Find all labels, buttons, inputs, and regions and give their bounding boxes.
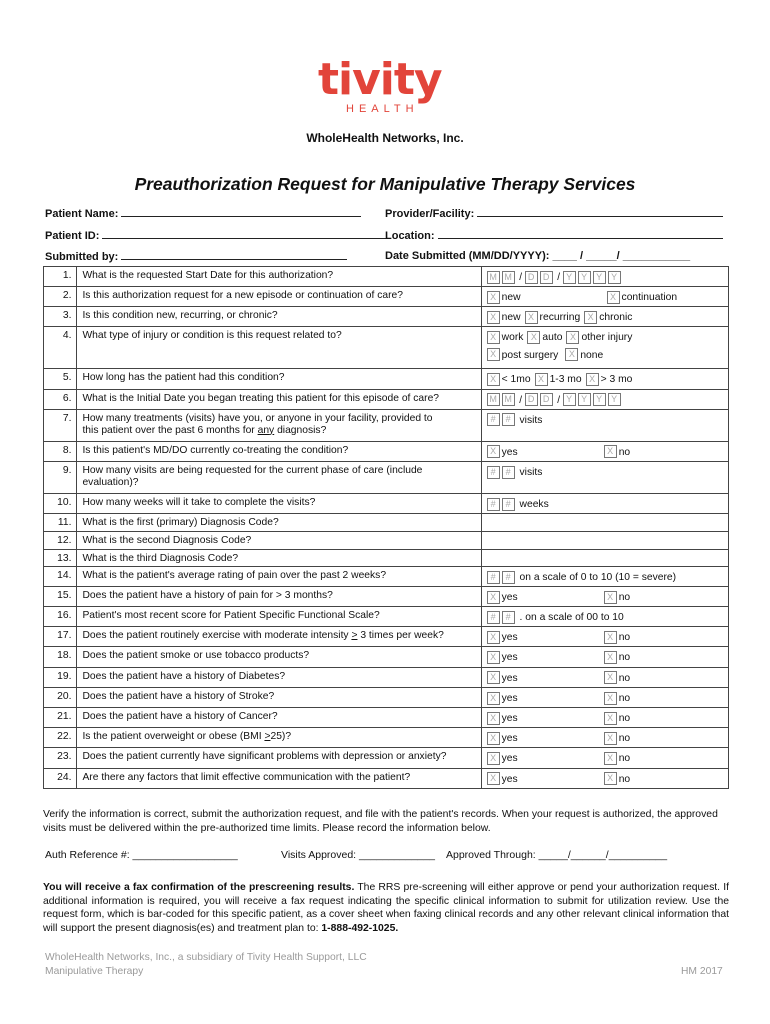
option-label: yes [501,591,518,603]
psfs-box-1[interactable]: # [487,611,500,624]
checkbox-16-1[interactable]: X [487,631,500,644]
date-q6-year-2[interactable]: Y [578,393,591,406]
number-box-7-2[interactable]: # [502,413,515,426]
symbol: > [264,731,271,743]
question-row [44,549,729,566]
question-cell [77,607,481,627]
question-number: 7. [44,409,77,441]
option-4-1 [487,371,531,388]
option-label: no [618,712,631,724]
pain-box-1[interactable]: # [487,571,500,584]
question-text: Is this authorization request for a new episode or continuation of care? [82,290,403,301]
question-number: 17. [44,627,77,647]
footer-form-name: Manipulative Therapy [45,966,144,977]
approved-through-field[interactable]: Approved Through: _____/______/__________ [446,849,668,861]
question-cell [77,409,481,441]
question-number: 12. [44,531,77,549]
checkbox-4-3[interactable]: X [586,373,599,386]
question-number: 23. [44,748,77,768]
psfs-box-2[interactable]: # [502,611,515,624]
question-number: 22. [44,728,77,748]
question-cell [77,687,481,707]
question-text: How long has the patient had this condition? [82,372,285,384]
date-q6-month-2[interactable]: M [502,393,515,406]
question-cell [77,369,481,389]
question-cell [77,728,481,748]
question-number: 19. [44,667,77,687]
question-text: Does the patient currently have significant problems with depression or anxiety? [82,751,447,763]
question-cell [77,748,481,768]
question-cell [77,307,481,327]
answer-cell[interactable] [481,369,728,389]
checkbox-21-1[interactable]: X [487,732,500,745]
checkbox-19-1[interactable]: X [487,692,500,705]
question-number: 9. [44,461,77,493]
question-row [44,513,729,531]
question-cell [77,389,481,409]
checkbox-19-2[interactable]: X [604,692,617,705]
date-q1-year-1[interactable]: Y [563,271,576,284]
question-row [44,307,729,327]
option-label: no [618,446,631,458]
date-separator: / [557,394,561,406]
question-text: What is the first (primary) Diagnosis Code? [82,516,279,528]
option-label: new [501,292,521,303]
question-cell [77,493,481,513]
date-q1-day-2[interactable]: D [540,271,553,284]
option-label: no [618,632,631,644]
option-label: other injury [581,332,633,344]
questionnaire-table [43,266,729,789]
answer-cell[interactable] [481,389,728,409]
answer-cell[interactable] [481,768,728,788]
question-text: What type of injury or condition is this request related to? [82,330,342,342]
option-label: yes [501,672,518,684]
option-2-1 [487,309,521,326]
question-row [44,627,729,647]
checkbox-1-2[interactable]: X [607,291,620,304]
question-number: 5. [44,369,77,389]
question-row [44,728,729,748]
question-row [44,287,729,307]
question-number: 2. [44,287,77,307]
question-row [44,369,729,389]
question-row [44,647,729,667]
option-3-5 [565,347,603,364]
checkbox-17-1[interactable]: X [487,651,500,664]
question-cell [77,327,481,369]
option-label: auto [542,332,563,344]
checkbox-20-1[interactable]: X [487,712,500,725]
question-text-line2: this patient over the past 6 months for [82,424,258,436]
option-18-1 [487,670,518,687]
option-label: no [618,591,631,603]
date-submitted-field[interactable]: Date Submitted (MM/DD/YYYY): ____ / _____/ ___________ [385,250,691,262]
option-20-2 [604,710,630,727]
question-text: Patient's most recent score for Patient Specific Functional Scale? [82,610,380,622]
date-q1-year-4[interactable]: Y [608,271,621,284]
option-21-2 [604,730,630,747]
option-4-3 [586,371,633,388]
checkbox-18-2[interactable]: X [604,671,617,684]
question-number: 14. [44,566,77,586]
option-label: post surgery [501,349,559,361]
answer-cell[interactable] [481,607,728,627]
checkbox-3-1[interactable]: X [487,331,500,344]
logo-wordmark: tivity [318,54,442,105]
option-18-2 [604,670,630,687]
answer-cell[interactable] [481,647,728,667]
answer-cell[interactable] [481,327,728,369]
option-label: < 1mo [501,374,531,386]
question-cell [77,267,481,287]
question-number: 10. [44,493,77,513]
question-cell [77,627,481,647]
option-21-1 [487,730,518,747]
option-label: yes [501,692,518,704]
checkbox-22-2[interactable]: X [604,752,617,765]
question-row [44,748,729,768]
option-19-1 [487,690,518,707]
question-row [44,441,729,461]
question-number: 13. [44,549,77,566]
date-q6-year-4[interactable]: Y [608,393,621,406]
option-23-2 [604,771,630,788]
question-cell [77,513,481,531]
question-number: 21. [44,707,77,727]
question-text: What is the Initial Date you began treating this patient for this episode of care? [82,392,440,404]
option-23-1 [487,771,518,788]
question-text: Does the patient smoke or use tobacco products? [82,650,310,662]
location-field[interactable] [385,229,723,242]
answer-cell[interactable] [481,566,728,586]
question-text: How many treatments (visits) have you, or anyone in your facility, provided to [82,412,433,424]
question-text: Is this patient's MD/DO currently co-treating the condition? [82,444,349,456]
option-20-1 [487,710,518,727]
checkbox-20-2[interactable]: X [604,712,617,725]
question-text: How many visits are being requested for the current phase of care (include [82,464,423,476]
option-1-2 [607,289,678,306]
question-text: Does the patient have a history of Cancer? [82,710,278,722]
question-row [44,566,729,586]
pain-box-2[interactable]: # [502,571,515,584]
question-cell [77,287,481,307]
question-row [44,667,729,687]
question-text: What is the requested Start Date for this authorization? [82,270,334,281]
patient-name-label: Patient Name: [45,208,119,220]
option-label: work [501,332,524,344]
option-17-2 [604,649,630,666]
patient-id-label: Patient ID: [45,230,100,242]
checkbox-2-1[interactable]: X [487,311,500,324]
date-q1-year-3[interactable]: Y [593,271,606,284]
option-label: no [618,672,631,684]
date-q1-day-1[interactable]: D [525,271,538,284]
provider-field[interactable] [385,207,723,220]
footer-company: WholeHealth Networks, Inc., a subsidiary of Tivity Health Support, LLC [45,952,367,963]
number-box-10-2[interactable]: # [502,498,515,511]
answer-cell[interactable] [481,627,728,647]
option-label: no [618,733,631,745]
question-number: 4. [44,327,77,369]
date-q1-month-2[interactable]: M [502,271,515,284]
question-text: What is the third Diagnosis Code? [82,552,239,564]
answer-cell[interactable] [481,493,728,513]
unit-label: visits [519,414,543,426]
option-3-1 [487,329,524,346]
question-text-line2: evaluation)? [82,476,139,488]
question-row [44,586,729,606]
date-q1-month-1[interactable]: M [487,271,500,284]
question-row [44,327,729,369]
option-label: > 3 mo [600,374,633,386]
question-number: 8. [44,441,77,461]
question-text: Is this condition new, recurring, or chronic? [82,310,278,322]
answer-cell[interactable] [481,267,728,287]
checkbox-1-1[interactable]: X [487,291,500,304]
answer-cell[interactable] [481,513,728,531]
question-number: 24. [44,768,77,788]
option-3-4 [487,347,559,364]
checkbox-14-2[interactable]: X [604,591,617,604]
organization-name: WholeHealth Networks, Inc. [306,131,464,145]
option-14-2 [604,589,630,606]
option-label: 1-3 mo [549,374,582,386]
visits-approved-field[interactable]: Visits Approved: _____________ [281,849,435,861]
answer-cell[interactable] [481,409,728,441]
checkbox-3-5[interactable]: X [565,348,578,361]
answer-cell[interactable] [481,441,728,461]
question-text: Is the patient overweight or obese (BMI [82,731,265,743]
option-3-3 [566,329,632,346]
option-16-1 [487,629,518,646]
answer-cell[interactable] [481,307,728,327]
unit-label: visits [519,466,543,478]
option-label: no [618,753,631,765]
option-label: yes [501,652,518,664]
answer-cell[interactable] [481,667,728,687]
option-label: recurring [539,312,581,324]
question-text-line2-end: diagnosis? [274,424,327,436]
option-label: chronic [599,312,633,324]
option-1-1 [487,289,521,306]
question-text: How many weeks will it take to complete the visits? [82,496,316,508]
question-text: What is the patient's average rating of pain over the past 2 weeks? [82,569,387,581]
question-text: What is the second Diagnosis Code? [82,534,252,546]
option-label: yes [501,753,518,765]
number-box-9-1[interactable]: # [487,466,500,479]
checkbox-3-2[interactable]: X [527,331,540,344]
checkbox-16-2[interactable]: X [604,631,617,644]
question-text-end: 3 times per week? [357,630,444,642]
checkbox-7-1[interactable]: X [487,445,500,458]
footer-form-code: HM 2017 [681,966,723,977]
provider-label: Provider/Facility: [385,208,475,220]
submitted-by-field[interactable] [45,250,347,263]
answer-cell[interactable] [481,531,728,549]
auth-reference-field[interactable]: Auth Reference #: __________________ [45,849,238,861]
fax-bold-text: You will receive a fax confirmation of the prescreening results. [43,882,355,893]
number-box-7-1[interactable]: # [487,413,500,426]
fax-number: 1-888-492-1025. [321,922,399,934]
question-cell [77,707,481,727]
question-row [44,707,729,727]
question-row [44,461,729,493]
question-row [44,267,729,287]
option-label: continuation [621,292,678,303]
question-text: Does the patient have a history of pain for > 3 months? [82,589,333,601]
checkbox-3-3[interactable]: X [566,331,579,344]
tivity-health-logo [318,56,452,118]
answer-cell[interactable] [481,687,728,707]
date-q1-year-2[interactable]: Y [578,271,591,284]
checkbox-3-4[interactable]: X [487,348,500,361]
underlined-word: any [257,424,275,436]
question-cell [77,461,481,493]
question-row [44,389,729,409]
answer-cell[interactable] [481,549,728,566]
answer-cell[interactable] [481,748,728,768]
question-cell [77,647,481,667]
option-label: none [580,349,604,361]
option-label: no [618,773,631,785]
question-cell [77,667,481,687]
option-label: yes [501,446,518,458]
question-number: 6. [44,389,77,409]
question-text: Does the patient have a history of Stroke? [82,690,275,702]
page-title: Preauthorization Request for Manipulative Therapy Services [134,174,636,194]
question-text: Does the patient routinely exercise with moderate intensity [82,630,352,642]
verify-paragraph: Verify the information is correct, submit the authorization request, and file with the patient's records. When your request is authorized, the approved visits must be delivered within the pre-authorized time limits. Please record the information below. [43,809,718,834]
question-cell [77,566,481,586]
logo-subtitle: HEALTH [346,103,419,115]
question-row [44,607,729,627]
option-7-1 [487,444,518,461]
question-number: 15. [44,586,77,606]
question-cell [77,586,481,606]
patient-name-field[interactable] [45,207,361,220]
question-cell [77,531,481,549]
option-4-2 [535,371,582,388]
answer-cell[interactable] [481,728,728,748]
location-label: Location: [385,230,435,242]
checkbox-21-2[interactable]: X [604,732,617,745]
checkbox-22-1[interactable]: X [487,752,500,765]
fax-body-text: The RRS pre-screening will either approve or pend your authorization request. If additional information is required, you will receive a fax request indicating the specific clinical information to submit for utilization review. Use the request form, which is bar-coded for this specific patient, as a cover sheet when faxing clinical records and any other relevant clinical information that will support the present diagnosis(es) and treatment plan to: [43,882,729,934]
option-label: yes [501,632,518,644]
option-3-2 [527,329,562,346]
question-text: Does the patient have a history of Diabetes? [82,670,286,682]
question-number: 20. [44,687,77,707]
number-box-10-1[interactable]: # [487,498,500,511]
question-row [44,768,729,788]
checkbox-2-2[interactable]: X [525,311,538,324]
checkbox-23-2[interactable]: X [604,772,617,785]
question-cell [77,549,481,566]
question-row [44,409,729,441]
question-text: Are there any factors that limit effective communication with the patient? [82,771,411,783]
option-label: no [618,652,631,664]
date-q6-month-1[interactable]: M [487,393,500,406]
option-7-2 [604,444,630,461]
date-q6-day-1[interactable]: D [525,393,538,406]
question-number: 18. [44,647,77,667]
checkbox-7-2[interactable]: X [604,445,617,458]
question-row [44,493,729,513]
date-q6-day-2[interactable]: D [540,393,553,406]
question-cell [77,441,481,461]
number-box-9-2[interactable]: # [502,466,515,479]
checkbox-2-3[interactable]: X [584,311,597,324]
date-q6-year-3[interactable]: Y [593,393,606,406]
option-label: new [501,312,521,324]
question-cell [77,768,481,788]
question-number: 16. [44,607,77,627]
date-q6-year-1[interactable]: Y [563,393,576,406]
answer-cell[interactable] [481,287,728,307]
option-14-1 [487,589,518,606]
answer-cell[interactable] [481,461,728,493]
question-number: 3. [44,307,77,327]
answer-cell[interactable] [481,586,728,606]
answer-cell[interactable] [481,707,728,727]
option-16-2 [604,629,630,646]
date-separator: / [519,394,523,406]
option-2-3 [584,309,632,326]
checkbox-23-1[interactable]: X [487,772,500,785]
option-22-2 [604,750,630,767]
option-label: yes [501,733,518,745]
checkbox-17-2[interactable]: X [604,651,617,664]
option-17-1 [487,649,518,666]
option-label: no [618,692,631,704]
question-number: 11. [44,513,77,531]
question-row [44,687,729,707]
option-label: yes [501,712,518,724]
option-2-2 [525,309,581,326]
date-separator: / [557,272,561,283]
option-22-1 [487,750,518,767]
question-text-end: 25)? [270,731,292,743]
unit-label: on a scale of 0 to 10 (10 = severe) [519,571,677,583]
option-19-2 [604,690,630,707]
question-row [44,531,729,549]
date-separator: / [519,272,523,283]
checkbox-4-1[interactable]: X [487,373,500,386]
decimal-point: . [519,612,523,624]
symbol: > [351,630,358,642]
unit-label: weeks [519,498,549,510]
patient-id-field[interactable] [45,229,386,242]
submitted-by-label: Submitted by: [45,251,119,263]
fax-paragraph [43,881,729,935]
option-label: yes [501,773,518,785]
question-number: 1. [44,267,77,287]
checkbox-18-1[interactable]: X [487,671,500,684]
checkbox-14-1[interactable]: X [487,591,500,604]
checkbox-4-2[interactable]: X [535,373,548,386]
unit-label: on a scale of 00 to 10 [525,612,624,624]
